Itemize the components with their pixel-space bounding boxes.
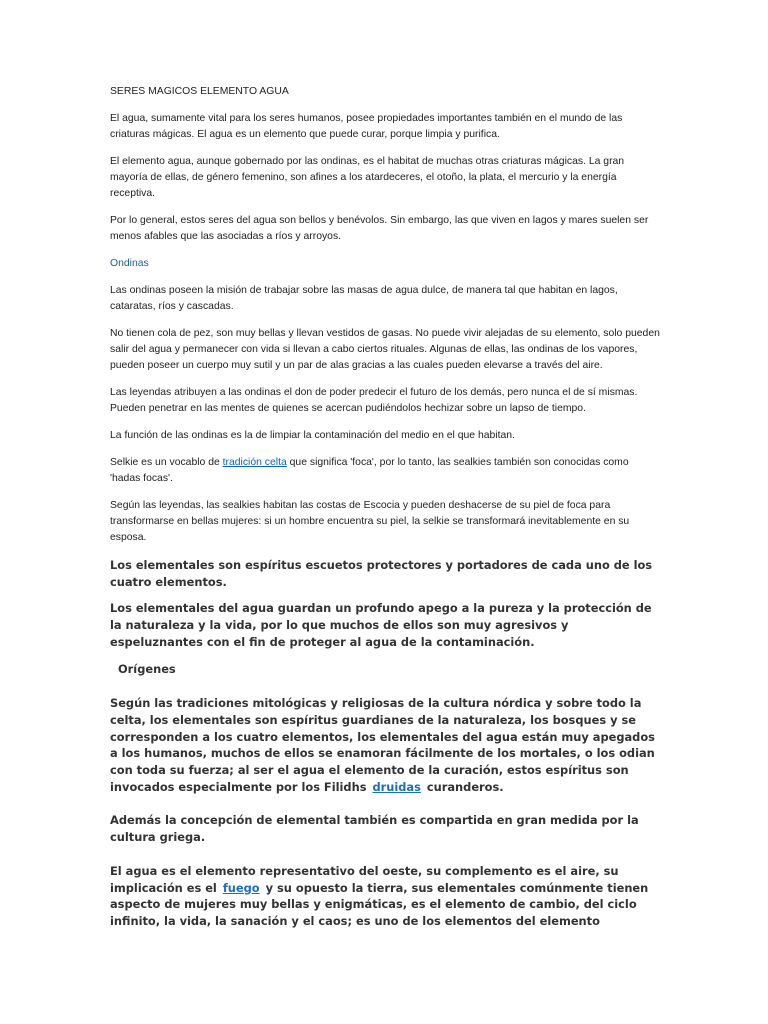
selkie-text-before: Selkie es un vocablo de (110, 457, 223, 468)
subheading-ondinas: Ondinas (110, 258, 149, 269)
paragraph-ondinas-function: La función de las ondinas es la de limpiar la contaminación del medio en el que habitan. (110, 430, 515, 441)
bold-paragraph-water-elementals: Los elementales del agua guardan un profundo apego a la pureza y la protección de la naturaleza y la vida, por lo que muchos de ellos son muy agresivos y espeluznantes con el fin de proteger al agua de la contaminación. (110, 601, 652, 649)
bold-paragraph-west (110, 863, 660, 930)
west-text-after: y su opuesto la tierra, sus elementales comúnmente tienen aspecto de mujeres muy bellas y enigmáticas, es el elemento de cambio, del ciclo infinito, la vida, la sanación y el caos; es uno de los elementos del elemento (110, 880, 649, 928)
bold-paragraph-greek: Además la concepción de elemental también es compartida en gran medida por la cultura griega. (110, 813, 639, 845)
paragraph-general: Por lo general, estos seres del agua son bellos y benévolos. Sin embargo, las que viven en lagos y mares suelen ser menos afables que las asociadas a ríos y arroyos. (110, 215, 649, 242)
paragraph-ondinas-mission: Las ondinas poseen la misión de trabajar sobre las masas de agua dulce, de manera tal que habitan en lagos, cataratas, ríos y cascadas. (110, 285, 618, 312)
bold-paragraph-elementals: Los elementales son espíritus escuetos protectores y portadores de cada uno de los cuatro elementos. (110, 558, 653, 589)
link-fuego[interactable]: fuego (222, 880, 260, 895)
paragraph-sealkies-legends: Según las leyendas, las sealkies habitan las costas de Escocia y pueden deshacerse de su piel de foca para transformarse en bellas mujeres: si un hombre encuentra su piel, la selkie se transformará inevitablemente en su esposa. (110, 500, 630, 543)
document-page (110, 84, 660, 940)
selkie-text-after: que significa 'foca', por lo tanto, las sealkies también son conocidas como 'hadas focas'. (110, 457, 629, 484)
link-druidas[interactable]: druidas (372, 779, 421, 794)
west-text-before: El agua es el elemento representativo del oeste, su complemento es el aire, su implicación es el (110, 863, 619, 895)
link-tradicion-celta[interactable]: tradición celta (222, 457, 287, 468)
paragraph-intro: El agua, sumamente vital para los seres humanos, posee propiedades importantes también en el mundo de las criaturas mágicas. El agua es un elemento que puede curar, porque limpia y purifica. (110, 113, 623, 140)
paragraph-ondinas-description: No tienen cola de pez, son muy bellas y llevan vestidos de gasas. No puede vivir alejadas de su elemento, solo pueden salir del agua y permanecer con vida si llevan a cabo ciertos rituales. Algunas de ellas, las ondinas de los vapores, pueden poseer un cuerpo muy sutil y un par de alas gracias a las cuales pueden elevarse a través del aire. (110, 328, 660, 371)
paragraph-selkie (110, 455, 660, 487)
document-title: SERES MAGICOS ELEMENTO AGUA (110, 86, 289, 97)
traditions-text-before: Según las tradiciones mitológicas y religiosas de la cultura nórdica y sobre todo la celta, los elementales son espíritus guardianes de la naturaleza, los bosques y se corresponden a los cuatro elementos, los elementales del agua están muy apegados a los humanos, muchos de ellos se enamoran fácilmente de los mortales, o los odian con toda su fuerza; al ser el agua el elemento de la curación, estos espíritus son invocados especialmente por los Filidhs (110, 696, 655, 794)
traditions-text-after: curanderos. (426, 779, 504, 794)
paragraph-ondinas-legends: Las leyendas atribuyen a las ondinas el don de poder predecir el futuro de los demás, pero nunca el de sí mismas. Pueden penetrar en las mentes de quienes se acercan pudiéndolos hechizar sobre un lapso de tiempo. (110, 387, 638, 414)
bold-paragraph-traditions (110, 695, 660, 795)
heading-origins: Orígenes (118, 661, 176, 676)
paragraph-habitat: El elemento agua, aunque gobernado por las ondinas, es el habitat de muchas otras criaturas mágicas. La gran mayoría de ellas, de género femenino, son afines a los atardeceres, el otoño, la plata, el mercurio y la energía receptiva. (110, 156, 625, 199)
